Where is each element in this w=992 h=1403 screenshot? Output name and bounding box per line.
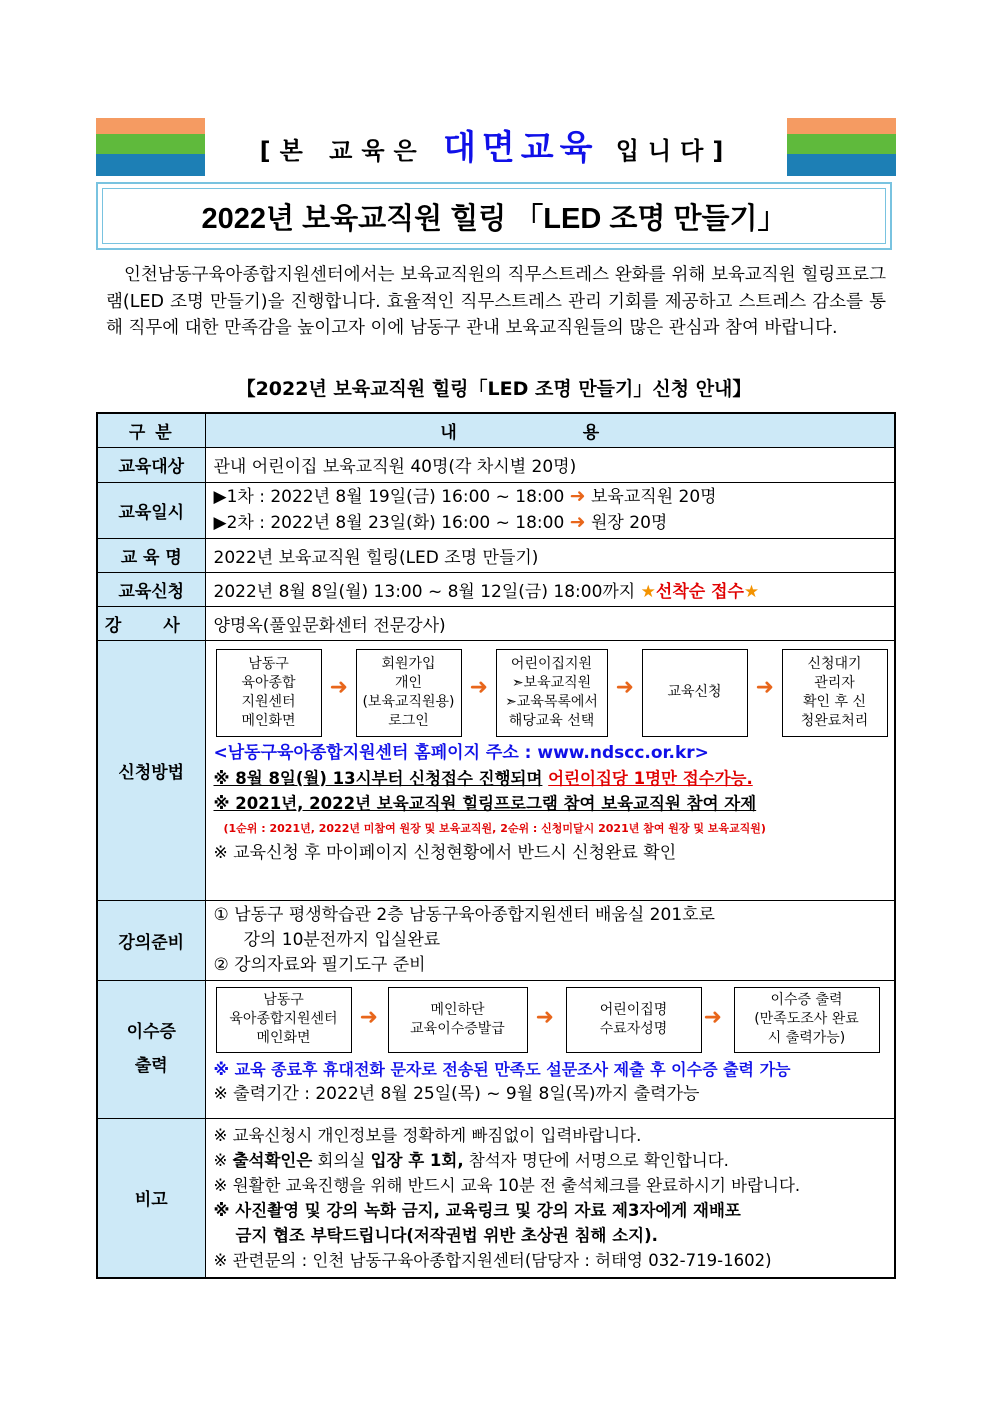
flow-step-3: 어린이집지원 ➣보육교직원 ➣교육목록에서 해당교육 선택: [496, 649, 608, 737]
banner-highlight: 대면교육: [443, 128, 599, 168]
arrow-right-icon: ➜: [329, 674, 348, 700]
remark-2c: 회의실: [312, 1150, 371, 1170]
row-certificate: [97, 980, 895, 1118]
row-apply: [97, 572, 895, 606]
flow-step-1: 남동구 육아종합 지원센터 메인화면: [216, 649, 322, 737]
arrow-right-icon: ➜: [569, 485, 586, 507]
value-method: [205, 640, 895, 900]
label-method: 신청방법: [97, 640, 205, 900]
cert-step-2: 메인하단 교육이수증발급: [388, 987, 528, 1053]
value-schedule: [205, 482, 895, 538]
arrow-right-icon: ➜: [569, 511, 586, 533]
row-lecturer: [97, 606, 895, 640]
row-name: [97, 538, 895, 572]
remark-2b: 출석확인은: [232, 1150, 313, 1170]
schedule-row-2: ▶2차 : 2022년 8월 23일(화) 16:00 ~ 18:00: [213, 513, 565, 533]
value-lecturer: 양명옥(풀잎문화센터 전문강사): [205, 606, 895, 640]
certificate-note-1: ※ 교육 종료후 휴대전화 문자로 전송된 만족도 설문조사 제출 후 이수증 출력 가능: [213, 1059, 791, 1079]
label-apply: 교육신청: [97, 572, 205, 606]
value-remarks: [205, 1118, 895, 1278]
value-apply: [205, 572, 895, 606]
certificate-note-2: ※ 출력기간 : 2022년 8월 25일(목) ~ 9월 8일(목)까지 출력가능: [213, 1083, 700, 1104]
row-target: [97, 447, 895, 482]
label-prep: 강의준비: [97, 900, 205, 980]
row-prep: [97, 900, 895, 980]
remark-line-4b: 금지 협조 부탁드립니다(저작권법 위반 초상권 침해 소지).: [235, 1225, 658, 1245]
row-method: [97, 640, 895, 900]
intro-paragraph: 인천남동구육아종합지원센터에서는 보육교직원의 직무스트레스 완화를 위해 보육교직원 힐링프로그램(LED 조명 만들기)을 진행합니다. 효율적인 직무스트레스 관리 기회를 제공하고 스트레스 감소를 통해 직무에 대한 만족감을 높이고자 이에 남동구 관내 보육교직원들의 많은 관심과 참여 바랍니다.: [106, 265, 886, 338]
label-name: 교 육 명: [97, 538, 205, 572]
prep-line-2: ② 강의자료와 필기도구 준비: [213, 954, 426, 975]
remark-2e: 참석자 명단에 서명으로 확인합니다.: [463, 1150, 729, 1170]
cert-step-3: 어린이집명 수료자성명: [566, 987, 702, 1053]
arrow-right-icon: ➜: [469, 674, 488, 700]
label-remarks: 비고: [97, 1118, 205, 1278]
label-lecturer: 강 사: [97, 606, 205, 640]
prep-line-1: ① 남동구 평생학습관 2층 남동구육아종합지원센터 배움실 201호로: [213, 904, 715, 925]
banner-right: 입니다]: [615, 137, 733, 165]
arrow-right-icon: ➜: [359, 1004, 378, 1030]
info-table: [96, 412, 896, 1279]
section-heading: 【2022년 보육교직원 힐링「LED 조명 만들기」신청 안내】: [236, 378, 752, 400]
remark-line-1: ※ 교육신청시 개인정보를 정확하게 빠짐없이 입력바랍니다.: [213, 1125, 642, 1145]
header-category: 구 분: [97, 413, 205, 447]
value-name: 2022년 보육교직원 힐링(LED 조명 만들기): [205, 538, 895, 572]
method-note-1a: ※ 8월 8일(월) 13시부터 신청접수 진행되며: [213, 768, 543, 788]
row-schedule: [97, 482, 895, 538]
method-note-4: ※ 교육신청 후 마이페이지 신청현황에서 반드시 신청완료 확인: [213, 842, 677, 863]
label-certificate: 이수증 출력: [97, 980, 205, 1118]
star-icon: ★: [640, 581, 656, 602]
remark-2a: ※: [213, 1150, 233, 1170]
schedule-row-2-result: 원장 20명: [591, 513, 668, 533]
remark-line-2: [214, 1148, 887, 1173]
apply-note: 선착순 접수: [655, 581, 744, 602]
apply-flow: [214, 647, 887, 739]
method-note-1b: 어린이집당 1명만 접수가능.: [548, 768, 753, 788]
star-icon: ★: [743, 581, 760, 602]
title-box: [96, 182, 892, 250]
page-title: 2022년 보육교직원 힐링 「LED 조명 만들기」: [102, 188, 886, 244]
flow-step-2: 회원가입 개인 (보육교직원용) 로그인: [356, 649, 462, 737]
schedule-row-1-result: 보육교직원 20명: [591, 487, 717, 507]
arrow-right-icon: ➜: [755, 674, 774, 700]
remark-line-3: ※ 원활한 교육진행을 위해 반드시 교육 10분 전 출석체크를 완료하시기 바랍니다.: [213, 1175, 801, 1195]
schedule-row-1: ▶1차 : 2022년 8월 19일(금) 16:00 ~ 18:00: [213, 487, 565, 507]
arrow-right-icon: ➜: [615, 674, 634, 700]
decorative-flag-right: [787, 118, 896, 176]
remark-line-4: ※ 사진촬영 및 강의 녹화 금지, 교육링크 및 강의 자료 제3자에게 재배포: [213, 1200, 741, 1220]
prep-line-1b: 강의 10분전까지 입실완료: [243, 929, 441, 950]
method-note-1: [214, 766, 887, 791]
flow-step-4: 교육신청: [642, 649, 748, 737]
cert-step-4: 이수증 출력 (만족도조사 완료 시 출력가능): [734, 987, 880, 1053]
flow-step-5: 신청대기 관리자 확인 후 신 청완료처리: [782, 649, 888, 737]
homepage-address: <남동구육아종합지원센터 홈페이지 주소 : www.ndscc.or.kr>: [213, 742, 709, 763]
value-certificate: [205, 980, 895, 1118]
value-prep: [205, 900, 895, 980]
table-header-row: [97, 413, 895, 447]
cert-step-1: 남동구 육아종합지원센터 메인화면: [216, 987, 352, 1053]
label-target: 교육대상: [97, 447, 205, 482]
remark-2d: 입장 후 1회,: [370, 1150, 464, 1170]
value-target: 관내 어린이집 보육교직원 40명(각 차시별 20명): [205, 447, 895, 482]
method-note-3: (1순위 : 2021년, 2022년 미참여 원장 및 보육교직원, 2순위 : 신청미달시 2021년 참여 원장 및 보육교직원): [223, 821, 766, 835]
apply-period: 2022년 8월 8일(월) 13:00 ~ 8월 12일(금) 18:00까지: [213, 581, 636, 602]
remark-line-5: ※ 관련문의 : 인천 남동구육아종합지원센터(담당자 : 허태영 032-719-1602): [213, 1250, 772, 1270]
decorative-flag-left: [96, 118, 205, 176]
arrow-right-icon: ➜: [703, 1004, 722, 1030]
arrow-right-icon: ➜: [535, 1004, 554, 1030]
header-content: 내 용: [205, 413, 895, 447]
banner-left: [본 교육은: [259, 137, 426, 165]
method-note-2: ※ 2021년, 2022년 보육교직원 힐링프로그램 참여 보육교직원 참여 자제: [213, 793, 757, 813]
banner-text: [210, 126, 782, 173]
label-schedule: 교육일시: [97, 482, 205, 538]
certificate-flow: [214, 985, 887, 1057]
row-remarks: [97, 1118, 895, 1278]
